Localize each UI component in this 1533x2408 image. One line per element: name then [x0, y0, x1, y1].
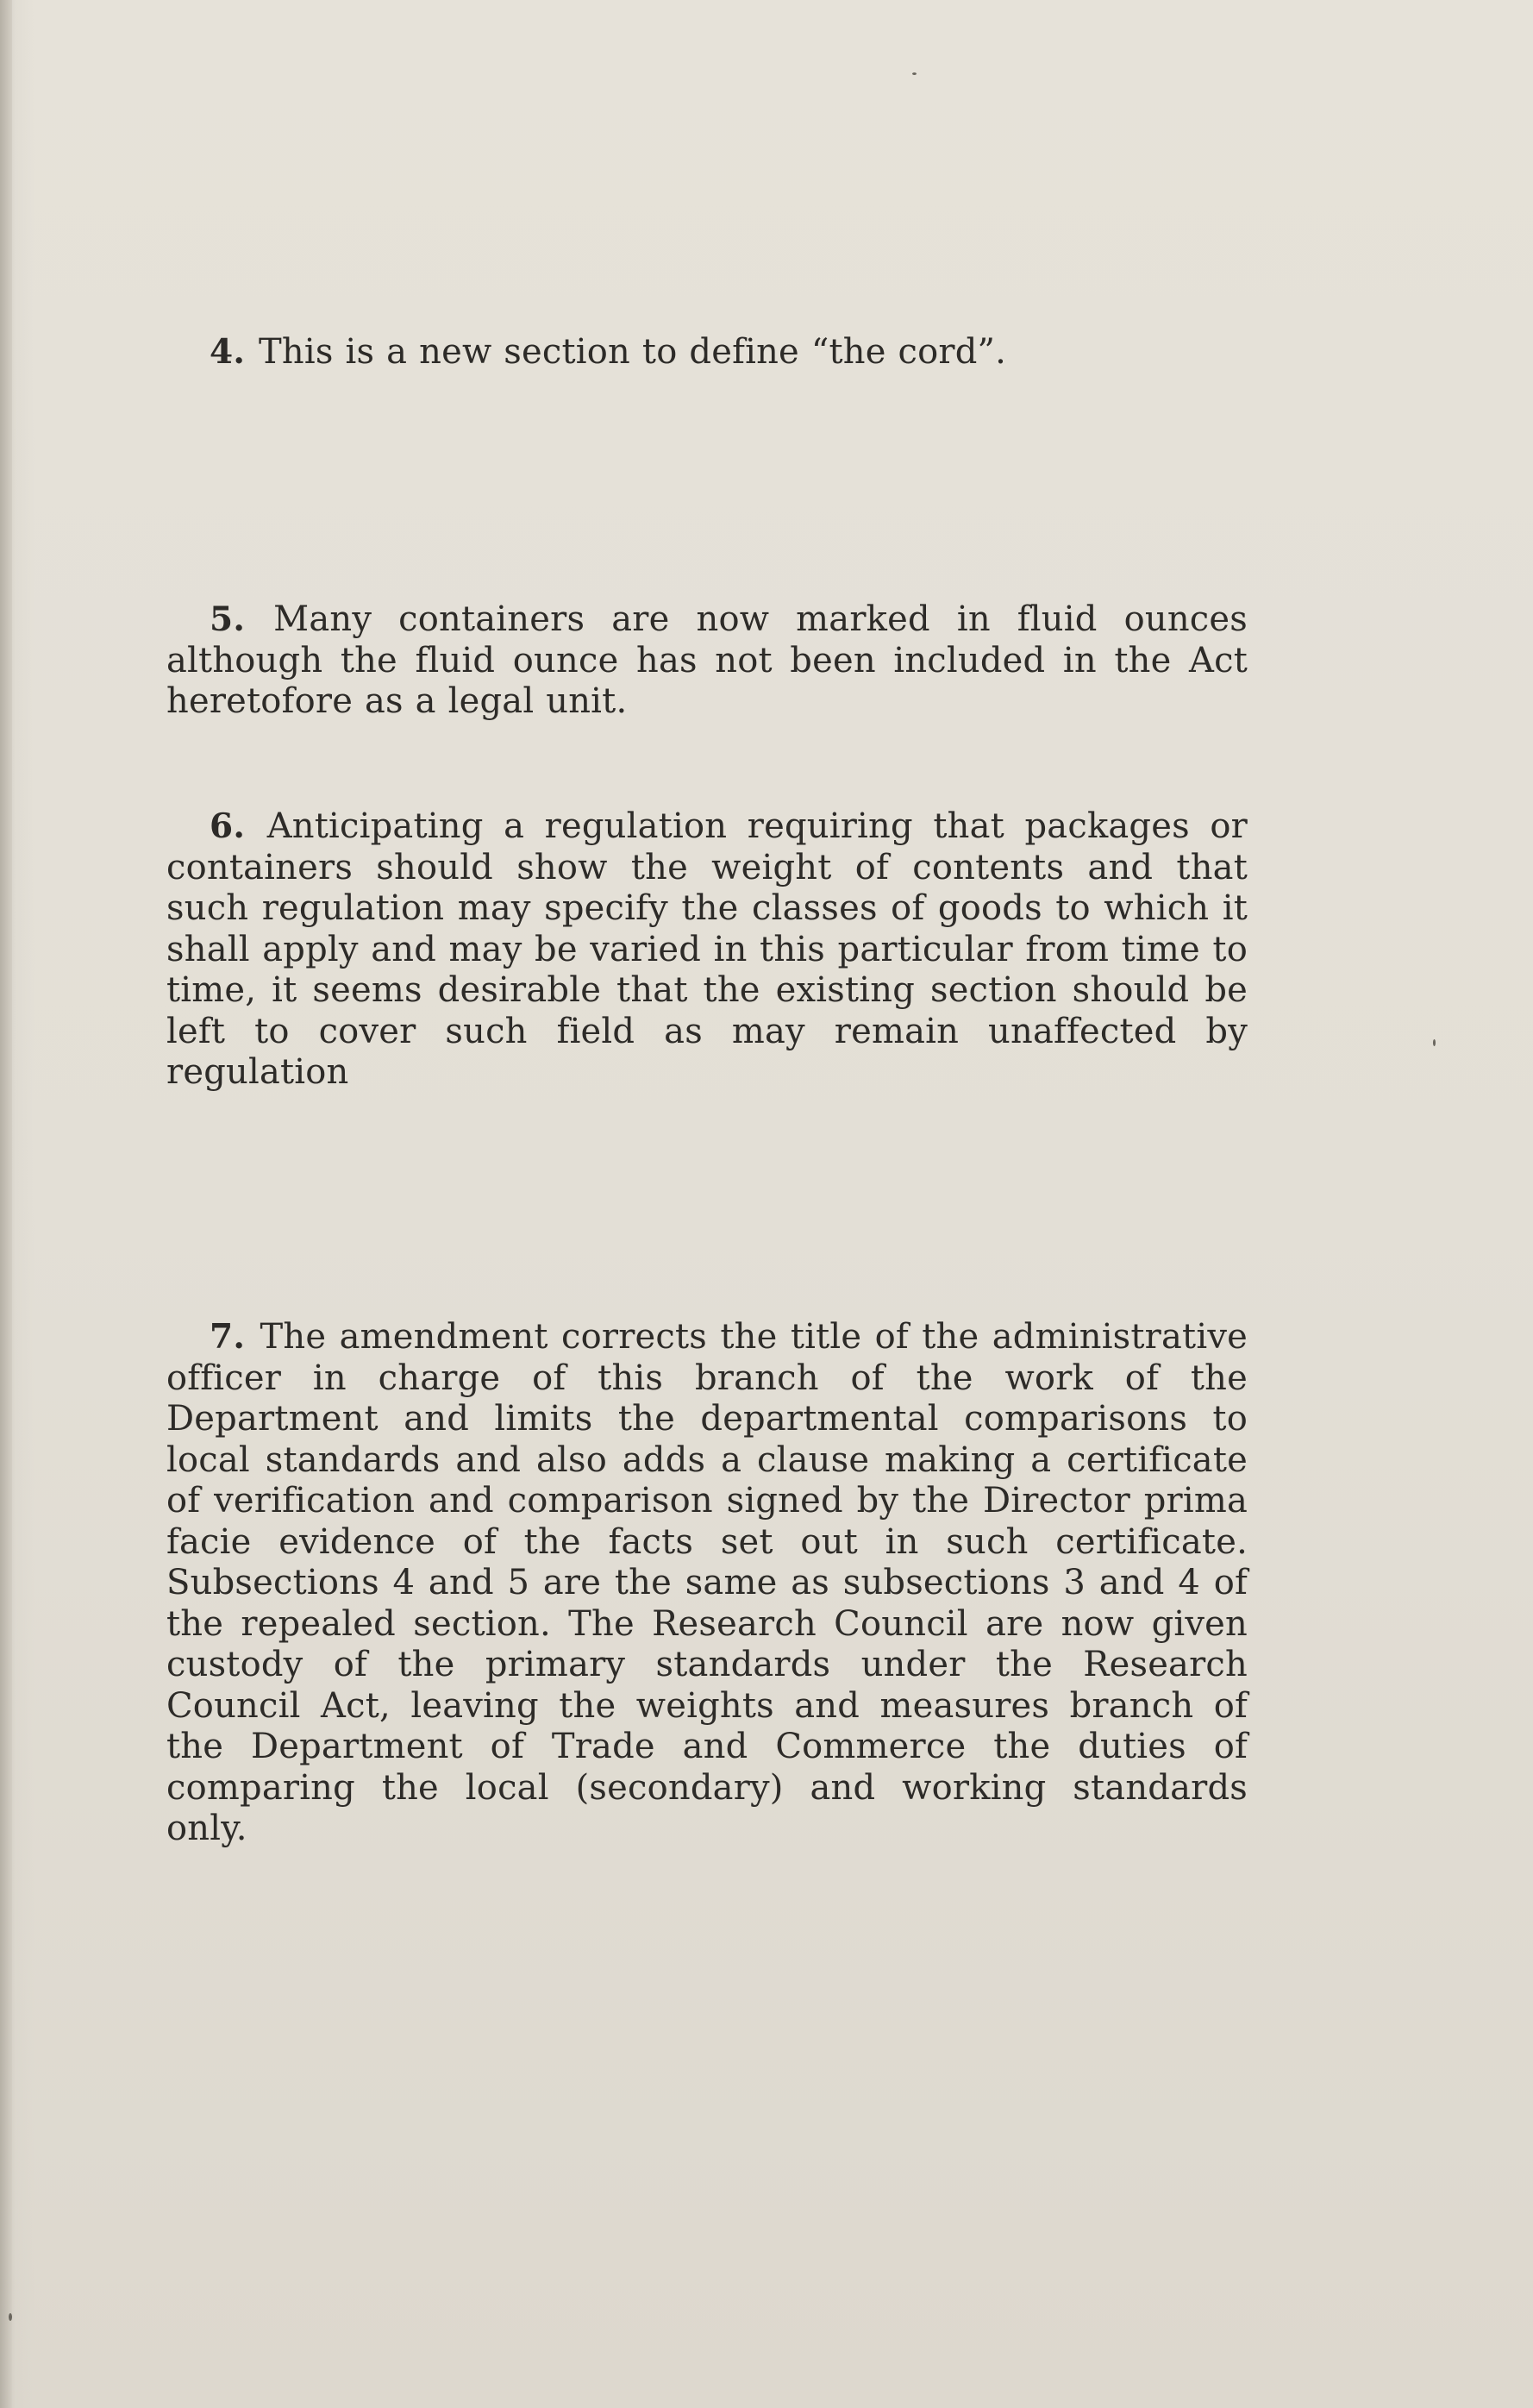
note-number: 6.	[210, 806, 246, 846]
note-text: The amendment corrects the title of the administrative officer in charge of this branch of the work of the Department and limits the departmental comparisons to local standards and also adds a clause making a certificate of verification and comparison signed by the Director prima facie evidence of the facts set out in such certificate. Subsections 4 and 5 are the same as subsections 3 and 4 of the repealed section. The Research Council are now given custody of the primary standards under the Research Council Act, leaving the weights and measures branch of the Department of Trade and Commerce the duties of comparing the local (secondary) and working standards only.	[166, 1317, 1248, 1848]
note-paragraph	[166, 332, 1248, 373]
note-text: Anticipating a regulation requiring that packages or containers should show the weight of contents and that such regulation may specify the classes of goods to which it shall apply and may be varied in this particular from time to time, it seems desirable that the existing section should be left to cover such field as may remain unaffected by regulation	[166, 806, 1248, 1092]
note-text: Many containers are now marked in fluid ounces although the fluid ounce has not been included in the Act heretofore as a legal unit.	[166, 599, 1248, 721]
page-spine-shadow	[0, 0, 12, 2408]
note-number: 4.	[210, 332, 246, 372]
explanatory-note-6	[166, 806, 1248, 1094]
note-paragraph	[166, 806, 1248, 1094]
explanatory-note-7	[166, 1317, 1248, 1850]
paper-fleck	[912, 72, 917, 75]
note-paragraph	[166, 1317, 1248, 1850]
explanatory-note-5	[166, 599, 1248, 723]
note-text: This is a new section to define “the cord”.	[259, 332, 1007, 372]
note-number: 5.	[210, 599, 246, 639]
note-paragraph	[166, 599, 1248, 723]
paper-fleck	[1433, 1039, 1436, 1046]
paper-fleck	[9, 2313, 12, 2321]
note-number: 7.	[210, 1317, 246, 1357]
explanatory-note-4	[166, 332, 1248, 373]
